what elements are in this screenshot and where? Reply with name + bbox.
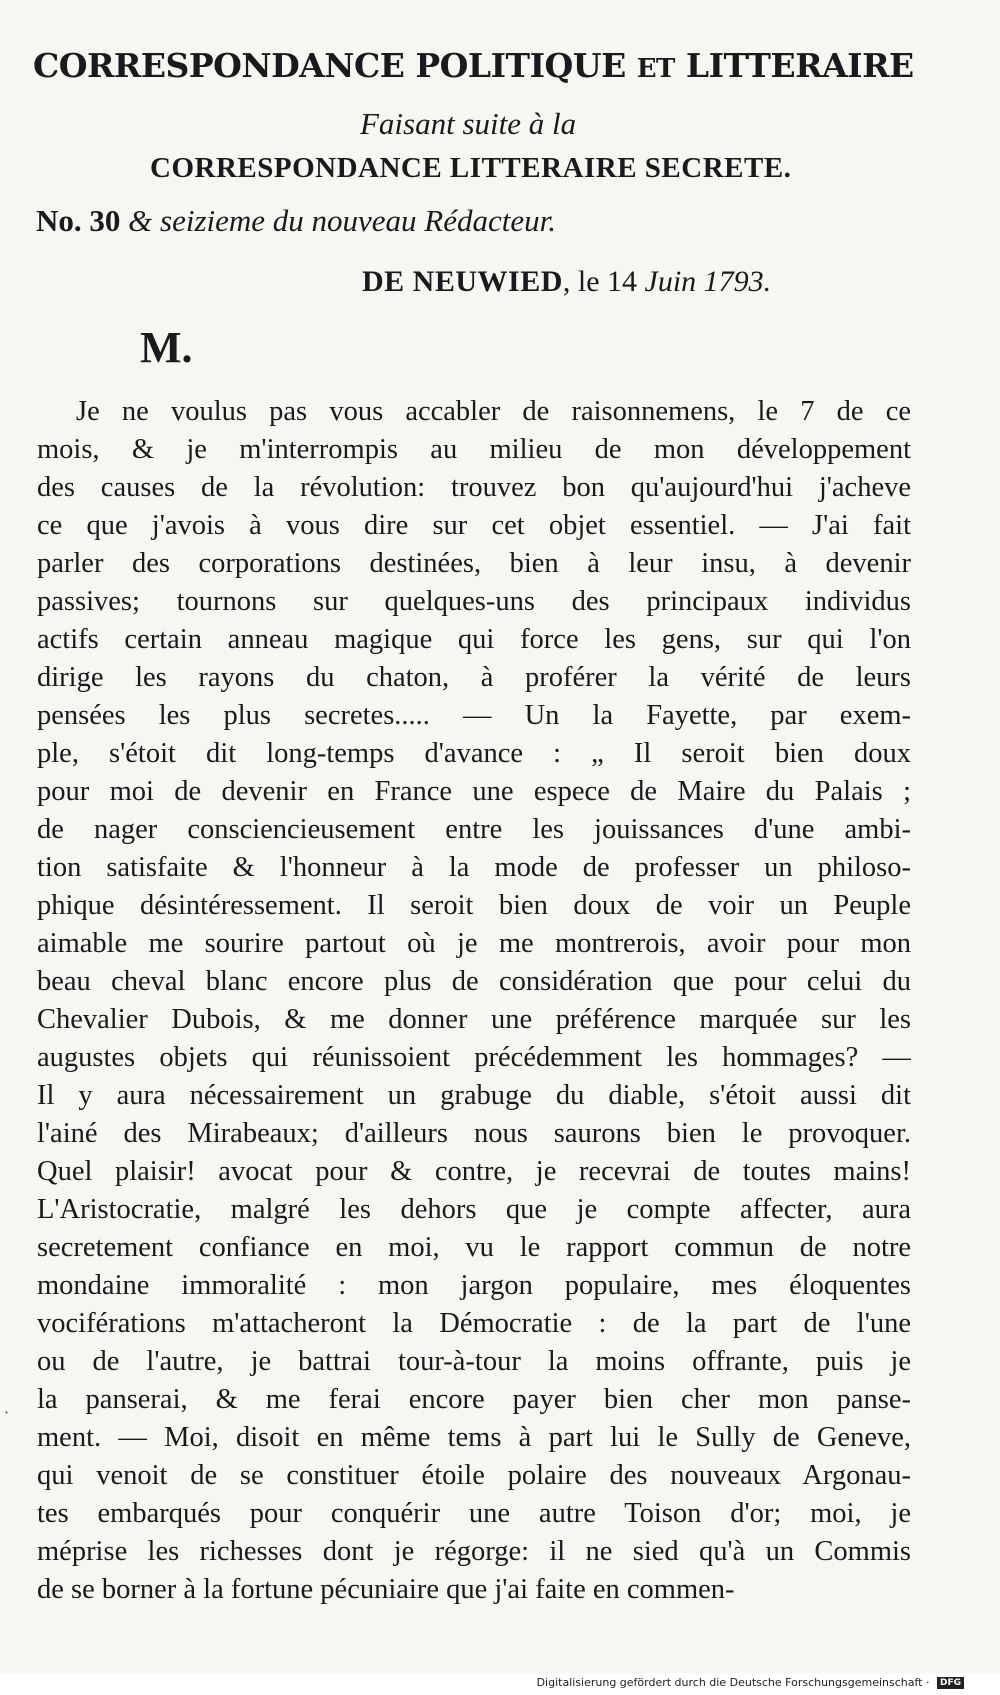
text-line: dirige les rayons du chaton, à proférer la vérité de leurs bbox=[37, 662, 911, 693]
text-line: méprise les richesses dont je régorge: il ne sied qu'à un Commis bbox=[37, 1536, 911, 1567]
digitization-footer bbox=[0, 1673, 1000, 1695]
text-line: de nager consciencieusement entre les jouissances d'une ambi- bbox=[37, 814, 911, 845]
text-line: Quel plaisir! avocat pour & contre, je recevrai de toutes mains! bbox=[37, 1156, 911, 1187]
text-line: aimable me sourire partout où je me montrerois, avoir pour mon bbox=[37, 928, 911, 959]
text-line: mois, & je m'interrompis au milieu de mon développement bbox=[37, 434, 911, 465]
text-line: ce que j'avois à vous dire sur cet objet essentiel. — J'ai fait bbox=[37, 510, 911, 541]
text-line: ou de l'autre, je battrai tour-à-tour la moins offrante, puis je bbox=[37, 1346, 911, 1377]
text-line: Il y aura nécessairement un grabuge du diable, s'étoit aussi dit bbox=[37, 1080, 911, 1111]
digitization-credit bbox=[537, 1676, 964, 1689]
text-line: vociférations m'attacheront la Démocratie : de la part de l'une bbox=[37, 1308, 911, 1339]
text-line: la panserai, & me ferai encore payer bien cher mon panse- bbox=[37, 1384, 911, 1415]
dateline bbox=[362, 265, 922, 299]
text-line: phique désintéressement. Il seroit bien doux de voir un Peuple bbox=[37, 890, 911, 921]
masthead-title bbox=[33, 46, 933, 85]
text-line: des causes de la révolution: trouvez bon qu'aujourd'hui j'acheve bbox=[37, 472, 911, 503]
issue-description: & seizieme du nouveau Rédacteur. bbox=[128, 203, 556, 238]
masthead-subtitle: Faisant suite à la bbox=[360, 106, 577, 141]
text-line: de se borner à la fortune pécuniaire que j'ai faite en commen- bbox=[37, 1574, 735, 1605]
text-line: beau cheval blanc encore plus de considération que pour celui du bbox=[37, 966, 911, 997]
text-line: tes embarqués pour conquérir une autre Toison d'or; moi, je bbox=[37, 1498, 911, 1529]
text-line: Je ne voulus pas vous accabler de raisonnemens, le 7 de ce bbox=[76, 396, 911, 427]
text-line: passives; tournons sur quelques-uns des principaux individus bbox=[37, 586, 911, 617]
text-line: l'ainé des Mirabeaux; d'ailleurs nous saurons bien le provoquer. bbox=[37, 1118, 911, 1149]
text-line: parler des corporations destinées, bien à leur insu, à devenir bbox=[37, 548, 911, 579]
text-line: ment. — Moi, disoit en même tems à part lui le Sully de Geneve, bbox=[37, 1422, 911, 1453]
text-line: secretement confiance en moi, vu le rapport commun de notre bbox=[37, 1232, 911, 1263]
margin-mark: · bbox=[4, 1403, 10, 1422]
salutation: M. bbox=[140, 323, 193, 372]
dateline-place: DE NEUWIED bbox=[362, 265, 563, 298]
dfg-logo: DFG bbox=[937, 1677, 964, 1689]
text-line: pensées les plus secretes..... — Un la Fayette, par exem- bbox=[37, 700, 911, 731]
text-line: L'Aristocratie, malgré les dehors que je compte affecter, aura bbox=[37, 1194, 911, 1225]
text-line: mondaine immoralité : mon jargon populaire, mes éloquentes bbox=[37, 1270, 911, 1301]
issue-line bbox=[36, 203, 736, 239]
masthead-title-et: ET bbox=[636, 54, 675, 84]
dateline-month-year: Juin 1793. bbox=[644, 265, 772, 298]
text-line: augustes objets qui réunissoient précédemment les hommages? — bbox=[37, 1042, 911, 1073]
text-line: pour moi de devenir en France une espece de Maire du Palais ; bbox=[37, 776, 911, 807]
series-title: CORRESPONDANCE LITTERAIRE SECRETE. bbox=[150, 152, 792, 184]
dateline-day: , le 14 bbox=[562, 265, 638, 298]
masthead-title-part1: CORRESPONDANCE POLITIQUE bbox=[33, 46, 626, 85]
text-line: ple, s'étoit dit long-temps d'avance : „ Il seroit bien doux bbox=[37, 738, 911, 769]
text-line: Chevalier Dubois, & me donner une préférence marquée sur les bbox=[37, 1004, 911, 1035]
text-line: qui venoit de se constituer étoile polaire des nouveaux Argonau- bbox=[37, 1460, 911, 1491]
masthead-title-part2: LITTERAIRE bbox=[685, 46, 914, 85]
text-line: tion satisfaite & l'honneur à la mode de professer un philoso- bbox=[37, 852, 911, 883]
credit-text: Digitalisierung gefördert durch die Deutsche Forschungsgemeinschaft · bbox=[536, 1676, 930, 1689]
issue-number: No. 30 bbox=[36, 203, 121, 238]
text-line: actifs certain anneau magique qui force les gens, sur qui l'on bbox=[37, 624, 911, 655]
